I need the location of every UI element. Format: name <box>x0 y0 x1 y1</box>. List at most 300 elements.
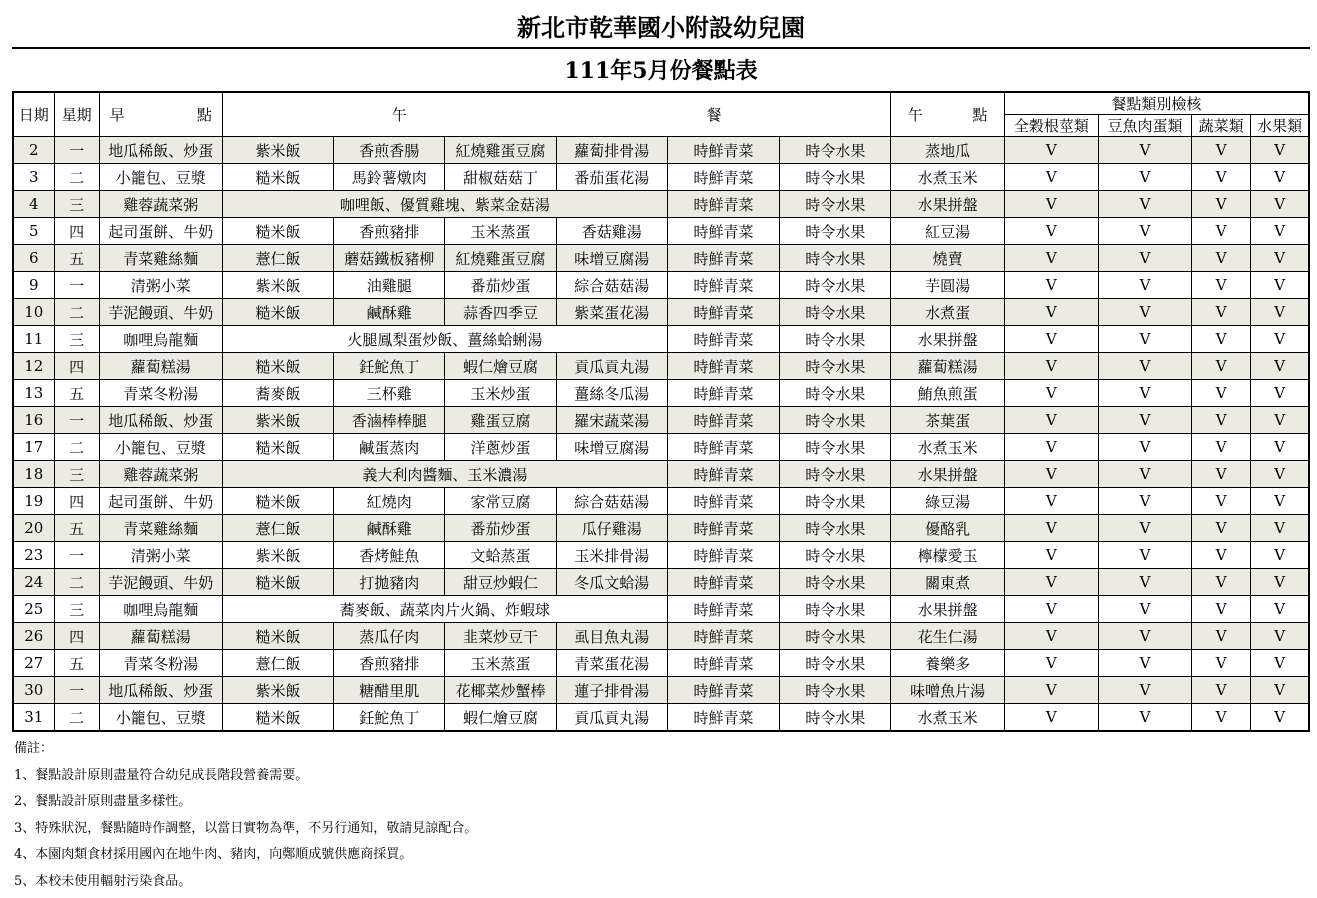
cell-lunch-soup: 綜合菇菇湯 <box>556 272 667 299</box>
cell-lunch-staple: 糙米飯 <box>222 488 333 515</box>
col-header-check-group: 餐點類別檢核 <box>1004 92 1309 115</box>
cell-lunch-fruit: 時令水果 <box>780 218 891 245</box>
cell-lunch-staple: 薏仁飯 <box>222 245 333 272</box>
cell-check-grain: V <box>1004 407 1098 434</box>
school-name: 新北市乾華國小附設幼兒園 <box>517 13 805 42</box>
cell-lunch-soup: 綜合菇菇湯 <box>556 488 667 515</box>
table-row <box>13 542 1309 569</box>
cell-weekday: 五 <box>54 380 99 407</box>
cell-lunch-side: 花椰菜炒蟹棒 <box>445 677 556 704</box>
cell-breakfast: 地瓜稀飯、炒蛋 <box>99 677 222 704</box>
cell-check-protein: V <box>1098 218 1191 245</box>
table-row <box>13 407 1309 434</box>
cell-lunch-vegetable: 時鮮青菜 <box>667 434 779 461</box>
table-row <box>13 191 1309 218</box>
cell-snack: 芋圓湯 <box>891 272 1004 299</box>
cell-date: 27 <box>13 650 54 677</box>
cell-lunch-vegetable: 時鮮青菜 <box>667 488 779 515</box>
cell-check-fruit: V <box>1251 569 1309 596</box>
cell-check-vegetable: V <box>1192 218 1251 245</box>
cell-date: 10 <box>13 299 54 326</box>
table-row <box>13 488 1309 515</box>
cell-check-vegetable: V <box>1192 596 1251 623</box>
cell-check-vegetable: V <box>1192 704 1251 732</box>
cell-lunch-vegetable: 時鮮青菜 <box>667 677 779 704</box>
cell-lunch-vegetable: 時鮮青菜 <box>667 596 779 623</box>
cell-lunch-fruit: 時令水果 <box>780 353 891 380</box>
cell-check-protein: V <box>1098 380 1191 407</box>
cell-check-fruit: V <box>1251 245 1309 272</box>
cell-weekday: 五 <box>54 515 99 542</box>
cell-check-fruit: V <box>1251 407 1309 434</box>
cell-lunch-soup: 青菜蛋花湯 <box>556 650 667 677</box>
cell-lunch-staple: 紫米飯 <box>222 677 333 704</box>
cell-check-vegetable: V <box>1192 488 1251 515</box>
cell-check-vegetable: V <box>1192 677 1251 704</box>
table-row <box>13 245 1309 272</box>
col-header-check-grain: 全穀根莖類 <box>1004 115 1098 137</box>
cell-lunch-vegetable: 時鮮青菜 <box>667 515 779 542</box>
cell-weekday: 五 <box>54 650 99 677</box>
cell-lunch-soup: 香菇雞湯 <box>556 218 667 245</box>
cell-check-protein: V <box>1098 407 1191 434</box>
cell-breakfast: 起司蛋餅、牛奶 <box>99 218 222 245</box>
table-row <box>13 623 1309 650</box>
cell-weekday: 二 <box>54 434 99 461</box>
cell-lunch-side: 蝦仁燴豆腐 <box>445 704 556 732</box>
cell-check-protein: V <box>1098 272 1191 299</box>
cell-check-grain: V <box>1004 191 1098 218</box>
cell-check-vegetable: V <box>1192 380 1251 407</box>
table-row <box>13 677 1309 704</box>
cell-lunch-main: 紅燒肉 <box>334 488 445 515</box>
cell-lunch-soup: 味增豆腐湯 <box>556 245 667 272</box>
cell-check-fruit: V <box>1251 326 1309 353</box>
cell-lunch-vegetable: 時鮮青菜 <box>667 137 779 164</box>
cell-lunch-side: 文蛤蒸蛋 <box>445 542 556 569</box>
cell-date: 9 <box>13 272 54 299</box>
cell-lunch-main: 三杯雞 <box>334 380 445 407</box>
cell-lunch-soup: 瓜仔雞湯 <box>556 515 667 542</box>
cell-lunch-vegetable: 時鮮青菜 <box>667 461 779 488</box>
cell-breakfast: 雞蓉蔬菜粥 <box>99 461 222 488</box>
cell-lunch-side: 玉米蒸蛋 <box>445 218 556 245</box>
cell-check-grain: V <box>1004 461 1098 488</box>
cell-check-grain: V <box>1004 650 1098 677</box>
col-header-snack-a: 午 <box>907 106 923 124</box>
cell-check-fruit: V <box>1251 488 1309 515</box>
table-row <box>13 164 1309 191</box>
cell-lunch-side: 甜椒菇菇丁 <box>445 164 556 191</box>
cell-breakfast: 青菜冬粉湯 <box>99 650 222 677</box>
cell-lunch-main: 鈓鮀魚丁 <box>334 353 445 380</box>
cell-check-vegetable: V <box>1192 569 1251 596</box>
cell-lunch-vegetable: 時鮮青菜 <box>667 407 779 434</box>
cell-check-protein: V <box>1098 164 1191 191</box>
cell-weekday: 一 <box>54 407 99 434</box>
col-header-check-protein: 豆魚肉蛋類 <box>1098 115 1191 137</box>
menu-title: 111年5月份餐點表 <box>564 58 758 84</box>
cell-check-vegetable: V <box>1192 650 1251 677</box>
cell-lunch-side: 番茄炒蛋 <box>445 272 556 299</box>
cell-lunch-side: 甜豆炒蝦仁 <box>445 569 556 596</box>
cell-breakfast: 地瓜稀飯、炒蛋 <box>99 137 222 164</box>
cell-check-protein: V <box>1098 137 1191 164</box>
note-item: 2、餐點設計原則盡量多樣性。 <box>14 794 192 809</box>
cell-check-protein: V <box>1098 488 1191 515</box>
note-item: 5、本校未使用輻射污染食品。 <box>14 873 192 889</box>
notes-heading: 備註： <box>14 741 54 756</box>
cell-weekday: 四 <box>54 353 99 380</box>
cell-lunch-vegetable: 時鮮青菜 <box>667 245 779 272</box>
cell-lunch-main: 鹹蛋蒸肉 <box>334 434 445 461</box>
cell-check-grain: V <box>1004 353 1098 380</box>
cell-lunch-combined: 蕎麥飯、蔬菜肉片火鍋、炸蝦球 <box>222 596 667 623</box>
cell-snack: 水煮玉米 <box>891 164 1004 191</box>
cell-weekday: 四 <box>54 623 99 650</box>
cell-lunch-staple: 糙米飯 <box>222 623 333 650</box>
col-header-lunch-b: 餐 <box>706 106 722 124</box>
cell-date: 24 <box>13 569 54 596</box>
cell-check-grain: V <box>1004 488 1098 515</box>
cell-lunch-vegetable: 時鮮青菜 <box>667 191 779 218</box>
cell-date: 5 <box>13 218 54 245</box>
cell-lunch-main: 打拋豬肉 <box>334 569 445 596</box>
cell-lunch-fruit: 時令水果 <box>780 677 891 704</box>
cell-lunch-side: 紅燒雞蛋豆腐 <box>445 137 556 164</box>
cell-lunch-main: 蒸瓜仔肉 <box>334 623 445 650</box>
cell-weekday: 五 <box>54 245 99 272</box>
cell-check-protein: V <box>1098 299 1191 326</box>
cell-lunch-staple: 糙米飯 <box>222 569 333 596</box>
cell-lunch-soup: 貢瓜貢丸湯 <box>556 353 667 380</box>
cell-check-vegetable: V <box>1192 326 1251 353</box>
cell-lunch-soup: 冬瓜文蛤湯 <box>556 569 667 596</box>
cell-check-protein: V <box>1098 461 1191 488</box>
col-header-weekday: 星期 <box>54 92 99 137</box>
cell-breakfast: 雞蓉蔬菜粥 <box>99 191 222 218</box>
cell-check-fruit: V <box>1251 272 1309 299</box>
cell-check-protein: V <box>1098 353 1191 380</box>
cell-snack: 綠豆湯 <box>891 488 1004 515</box>
cell-lunch-soup: 番茄蛋花湯 <box>556 164 667 191</box>
cell-breakfast: 小籠包、豆漿 <box>99 164 222 191</box>
cell-check-fruit: V <box>1251 191 1309 218</box>
cell-date: 23 <box>13 542 54 569</box>
cell-weekday: 三 <box>54 326 99 353</box>
cell-date: 2 <box>13 137 54 164</box>
cell-lunch-side: 玉米炒蛋 <box>445 380 556 407</box>
cell-breakfast: 小籠包、豆漿 <box>99 434 222 461</box>
table-row <box>13 515 1309 542</box>
cell-lunch-fruit: 時令水果 <box>780 326 891 353</box>
cell-breakfast: 青菜冬粉湯 <box>99 380 222 407</box>
cell-lunch-fruit: 時令水果 <box>780 299 891 326</box>
cell-snack: 養樂多 <box>891 650 1004 677</box>
cell-lunch-soup: 羅宋蔬菜湯 <box>556 407 667 434</box>
cell-check-grain: V <box>1004 569 1098 596</box>
cell-weekday: 三 <box>54 596 99 623</box>
note-item: 1、餐點設計原則盡量符合幼兒成長階段營養需要。 <box>14 767 309 783</box>
cell-weekday: 一 <box>54 542 99 569</box>
cell-lunch-side: 韭菜炒豆干 <box>445 623 556 650</box>
cell-breakfast: 青菜雞絲麵 <box>99 515 222 542</box>
cell-check-fruit: V <box>1251 164 1309 191</box>
cell-lunch-fruit: 時令水果 <box>780 245 891 272</box>
cell-snack: 優酪乳 <box>891 515 1004 542</box>
cell-lunch-vegetable: 時鮮青菜 <box>667 623 779 650</box>
cell-date: 11 <box>13 326 54 353</box>
cell-lunch-side: 玉米蒸蛋 <box>445 650 556 677</box>
cell-lunch-main: 鈓鮀魚丁 <box>334 704 445 732</box>
cell-lunch-side: 蝦仁燴豆腐 <box>445 353 556 380</box>
cell-lunch-fruit: 時令水果 <box>780 407 891 434</box>
cell-lunch-side: 蒜香四季豆 <box>445 299 556 326</box>
cell-check-grain: V <box>1004 218 1098 245</box>
cell-weekday: 二 <box>54 164 99 191</box>
cell-date: 18 <box>13 461 54 488</box>
cell-lunch-main: 油雞腿 <box>334 272 445 299</box>
cell-weekday: 二 <box>54 299 99 326</box>
cell-check-grain: V <box>1004 380 1098 407</box>
cell-breakfast: 清粥小菜 <box>99 542 222 569</box>
cell-check-grain: V <box>1004 326 1098 353</box>
cell-breakfast: 清粥小菜 <box>99 272 222 299</box>
cell-snack: 水果拼盤 <box>891 326 1004 353</box>
cell-breakfast: 蘿蔔糕湯 <box>99 623 222 650</box>
cell-weekday: 二 <box>54 569 99 596</box>
cell-check-grain: V <box>1004 434 1098 461</box>
cell-check-grain: V <box>1004 623 1098 650</box>
cell-snack: 鮪魚煎蛋 <box>891 380 1004 407</box>
cell-lunch-main: 香滷棒棒腿 <box>334 407 445 434</box>
cell-lunch-fruit: 時令水果 <box>780 542 891 569</box>
cell-weekday: 一 <box>54 677 99 704</box>
cell-lunch-staple: 糙米飯 <box>222 353 333 380</box>
cell-lunch-main: 馬鈴薯燉肉 <box>334 164 445 191</box>
cell-lunch-fruit: 時令水果 <box>780 434 891 461</box>
note-item: 4、本園肉類食材採用國內在地牛肉、豬肉，向鄭順成號供應商採買。 <box>14 847 413 862</box>
cell-lunch-staple: 糙米飯 <box>222 164 333 191</box>
cell-lunch-combined: 火腿鳳梨蛋炒飯、薑絲蛤蜊湯 <box>222 326 667 353</box>
cell-check-protein: V <box>1098 623 1191 650</box>
cell-check-grain: V <box>1004 542 1098 569</box>
table-row <box>13 299 1309 326</box>
cell-lunch-side: 雞蛋豆腐 <box>445 407 556 434</box>
cell-check-grain: V <box>1004 272 1098 299</box>
cell-weekday: 一 <box>54 137 99 164</box>
cell-lunch-fruit: 時令水果 <box>780 137 891 164</box>
cell-date: 16 <box>13 407 54 434</box>
cell-check-vegetable: V <box>1192 353 1251 380</box>
cell-check-grain: V <box>1004 515 1098 542</box>
cell-breakfast: 咖哩烏龍麵 <box>99 326 222 353</box>
cell-lunch-vegetable: 時鮮青菜 <box>667 299 779 326</box>
cell-date: 3 <box>13 164 54 191</box>
cell-lunch-soup: 薑絲冬瓜湯 <box>556 380 667 407</box>
cell-check-grain: V <box>1004 299 1098 326</box>
cell-snack: 茶葉蛋 <box>891 407 1004 434</box>
cell-check-protein: V <box>1098 191 1191 218</box>
table-row <box>13 218 1309 245</box>
cell-check-grain: V <box>1004 596 1098 623</box>
cell-lunch-fruit: 時令水果 <box>780 515 891 542</box>
cell-check-vegetable: V <box>1192 245 1251 272</box>
cell-lunch-soup: 玉米排骨湯 <box>556 542 667 569</box>
cell-breakfast: 芋泥饅頭、牛奶 <box>99 569 222 596</box>
cell-lunch-staple: 紫米飯 <box>222 272 333 299</box>
cell-breakfast: 地瓜稀飯、炒蛋 <box>99 407 222 434</box>
cell-lunch-main: 香烤鮭魚 <box>334 542 445 569</box>
cell-check-vegetable: V <box>1192 272 1251 299</box>
cell-lunch-vegetable: 時鮮青菜 <box>667 164 779 191</box>
cell-check-fruit: V <box>1251 380 1309 407</box>
cell-check-vegetable: V <box>1192 434 1251 461</box>
cell-breakfast: 起司蛋餅、牛奶 <box>99 488 222 515</box>
cell-lunch-staple: 蕎麥飯 <box>222 380 333 407</box>
cell-check-fruit: V <box>1251 596 1309 623</box>
cell-lunch-fruit: 時令水果 <box>780 650 891 677</box>
cell-check-grain: V <box>1004 245 1098 272</box>
cell-lunch-side: 家常豆腐 <box>445 488 556 515</box>
cell-lunch-fruit: 時令水果 <box>780 191 891 218</box>
cell-lunch-soup: 紫菜蛋花湯 <box>556 299 667 326</box>
cell-check-grain: V <box>1004 677 1098 704</box>
col-header-check-fruit: 水果類 <box>1251 115 1309 137</box>
table-row <box>13 569 1309 596</box>
cell-lunch-soup: 蓮子排骨湯 <box>556 677 667 704</box>
cell-lunch-fruit: 時令水果 <box>780 380 891 407</box>
cell-weekday: 一 <box>54 272 99 299</box>
cell-check-protein: V <box>1098 650 1191 677</box>
cell-date: 4 <box>13 191 54 218</box>
table-row <box>13 353 1309 380</box>
cell-date: 6 <box>13 245 54 272</box>
cell-lunch-staple: 薏仁飯 <box>222 650 333 677</box>
cell-snack: 蘿蔔糕湯 <box>891 353 1004 380</box>
cell-check-fruit: V <box>1251 218 1309 245</box>
cell-breakfast: 咖哩烏龍麵 <box>99 596 222 623</box>
cell-lunch-vegetable: 時鮮青菜 <box>667 218 779 245</box>
note-item: 3、特殊狀況，餐點隨時作調整，以當日實物為準，不另行通知，敬請見諒配合。 <box>14 820 478 836</box>
cell-lunch-side: 紅燒雞蛋豆腐 <box>445 245 556 272</box>
cell-breakfast: 蘿蔔糕湯 <box>99 353 222 380</box>
cell-lunch-soup: 蘿蔔排骨湯 <box>556 137 667 164</box>
cell-check-protein: V <box>1098 515 1191 542</box>
cell-lunch-staple: 紫米飯 <box>222 407 333 434</box>
col-header-date: 日期 <box>13 92 54 137</box>
cell-snack: 紅豆湯 <box>891 218 1004 245</box>
table-row <box>13 650 1309 677</box>
table-row <box>13 380 1309 407</box>
cell-lunch-main: 香煎豬排 <box>334 650 445 677</box>
cell-snack: 水煮蛋 <box>891 299 1004 326</box>
col-header-breakfast-b: 點 <box>196 106 212 124</box>
cell-check-fruit: V <box>1251 515 1309 542</box>
cell-lunch-fruit: 時令水果 <box>780 164 891 191</box>
cell-snack: 花生仁湯 <box>891 623 1004 650</box>
cell-lunch-main: 香煎香腸 <box>334 137 445 164</box>
cell-snack: 燒賣 <box>891 245 1004 272</box>
cell-snack: 水果拼盤 <box>891 191 1004 218</box>
cell-check-vegetable: V <box>1192 542 1251 569</box>
cell-check-fruit: V <box>1251 353 1309 380</box>
cell-lunch-fruit: 時令水果 <box>780 272 891 299</box>
cell-lunch-staple: 糙米飯 <box>222 434 333 461</box>
cell-lunch-staple: 糙米飯 <box>222 704 333 732</box>
cell-check-vegetable: V <box>1192 623 1251 650</box>
cell-check-protein: V <box>1098 569 1191 596</box>
cell-check-fruit: V <box>1251 137 1309 164</box>
cell-lunch-staple: 薏仁飯 <box>222 515 333 542</box>
cell-check-grain: V <box>1004 704 1098 732</box>
cell-snack: 味噌魚片湯 <box>891 677 1004 704</box>
cell-check-vegetable: V <box>1192 407 1251 434</box>
cell-lunch-fruit: 時令水果 <box>780 596 891 623</box>
cell-weekday: 三 <box>54 191 99 218</box>
cell-lunch-fruit: 時令水果 <box>780 569 891 596</box>
cell-weekday: 四 <box>54 488 99 515</box>
cell-lunch-staple: 糙米飯 <box>222 299 333 326</box>
cell-check-protein: V <box>1098 245 1191 272</box>
cell-date: 25 <box>13 596 54 623</box>
cell-lunch-vegetable: 時鮮青菜 <box>667 569 779 596</box>
cell-breakfast: 小籠包、豆漿 <box>99 704 222 732</box>
notes <box>14 736 477 895</box>
cell-date: 31 <box>13 704 54 732</box>
cell-date: 17 <box>13 434 54 461</box>
cell-lunch-vegetable: 時鮮青菜 <box>667 380 779 407</box>
col-header-lunch-a: 午 <box>391 106 407 124</box>
cell-lunch-vegetable: 時鮮青菜 <box>667 272 779 299</box>
cell-lunch-vegetable: 時鮮青菜 <box>667 542 779 569</box>
table-row <box>13 137 1309 164</box>
cell-lunch-fruit: 時令水果 <box>780 623 891 650</box>
col-header-snack <box>891 92 1004 137</box>
cell-lunch-side: 洋蔥炒蛋 <box>445 434 556 461</box>
cell-check-fruit: V <box>1251 434 1309 461</box>
cell-date: 20 <box>13 515 54 542</box>
cell-breakfast: 青菜雞絲麵 <box>99 245 222 272</box>
cell-date: 26 <box>13 623 54 650</box>
cell-lunch-staple: 紫米飯 <box>222 542 333 569</box>
cell-check-protein: V <box>1098 677 1191 704</box>
cell-check-fruit: V <box>1251 461 1309 488</box>
cell-lunch-main: 蘑菇鐵板豬柳 <box>334 245 445 272</box>
table-row <box>13 272 1309 299</box>
col-header-check-vegetable: 蔬菜類 <box>1192 115 1251 137</box>
table-row <box>13 596 1309 623</box>
col-header-breakfast <box>99 92 222 137</box>
cell-check-fruit: V <box>1251 542 1309 569</box>
cell-check-fruit: V <box>1251 677 1309 704</box>
cell-date: 19 <box>13 488 54 515</box>
cell-check-fruit: V <box>1251 650 1309 677</box>
cell-snack: 水煮玉米 <box>891 704 1004 732</box>
cell-check-protein: V <box>1098 542 1191 569</box>
table-row <box>13 326 1309 353</box>
cell-check-vegetable: V <box>1192 515 1251 542</box>
cell-snack: 檸檬愛玉 <box>891 542 1004 569</box>
cell-lunch-main: 鹹酥雞 <box>334 299 445 326</box>
cell-snack: 水果拼盤 <box>891 461 1004 488</box>
cell-weekday: 四 <box>54 218 99 245</box>
cell-check-vegetable: V <box>1192 299 1251 326</box>
col-header-breakfast-a: 早 <box>109 106 125 124</box>
cell-lunch-vegetable: 時鮮青菜 <box>667 704 779 732</box>
cell-lunch-main: 糖醋里肌 <box>334 677 445 704</box>
cell-lunch-main: 香煎豬排 <box>334 218 445 245</box>
